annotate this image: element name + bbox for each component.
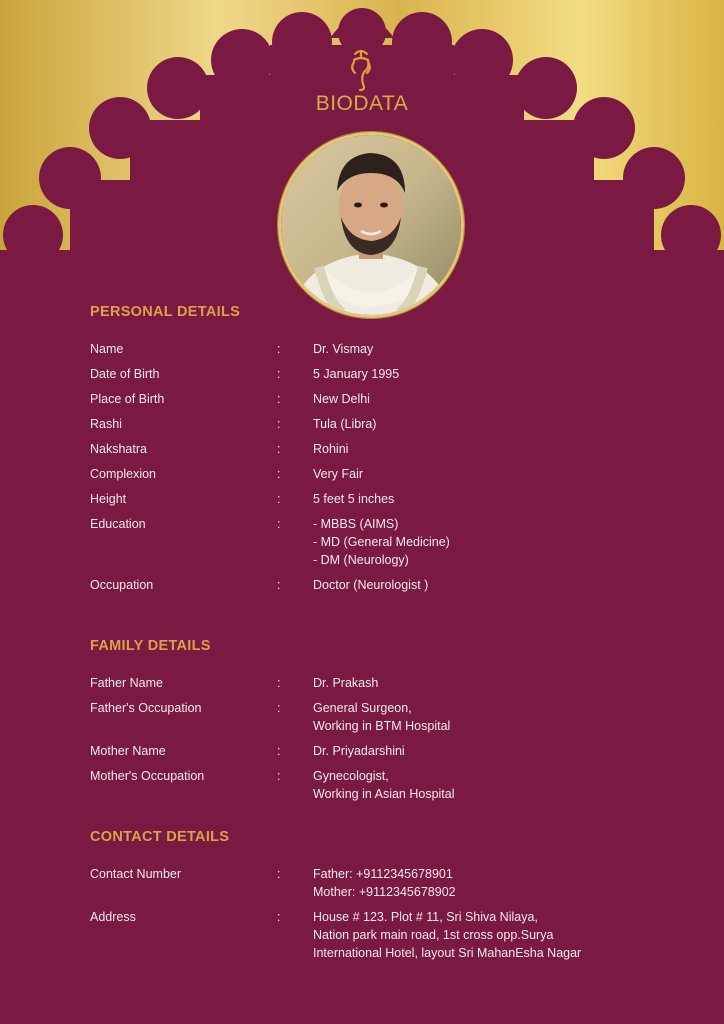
detail-value — [313, 465, 693, 483]
detail-label: Complexion — [90, 467, 157, 481]
detail-value-line: Dr. Vismay — [313, 342, 374, 356]
detail-value — [313, 674, 693, 692]
detail-colon: : — [277, 392, 281, 406]
detail-colon: : — [277, 442, 281, 456]
detail-value — [313, 390, 693, 408]
detail-value-line: Rohini — [313, 442, 349, 456]
detail-value-line: House # 123. Plot # 11, Sri Shiva Nilaya, — [313, 910, 538, 924]
detail-colon: : — [277, 676, 281, 690]
detail-label: Place of Birth — [90, 392, 165, 406]
detail-value — [313, 767, 693, 803]
detail-value-line: Doctor (Neurologist ) — [313, 578, 429, 592]
detail-label: Education — [90, 517, 146, 531]
personal-details-heading: PERSONAL DETAILS — [90, 304, 241, 320]
detail-value-line: International Hotel, layout Sri MahanEsha Nagar — [313, 946, 582, 960]
detail-value-line: Dr. Priyadarshini — [313, 744, 405, 758]
detail-value — [313, 515, 693, 569]
detail-value-line: Very Fair — [313, 467, 364, 481]
detail-value-line: Working in BTM Hospital — [313, 719, 451, 733]
detail-value-line: Working in Asian Hospital — [313, 787, 455, 801]
detail-label: Father's Occupation — [90, 701, 202, 715]
detail-value-line: Dr. Prakash — [313, 676, 379, 690]
detail-label: Contact Number — [90, 867, 182, 881]
detail-colon: : — [277, 867, 281, 881]
profile-photo — [278, 132, 464, 318]
detail-value — [313, 699, 693, 735]
detail-value — [313, 340, 693, 358]
detail-colon: : — [277, 910, 281, 924]
detail-colon: : — [277, 744, 281, 758]
detail-label: Mother Name — [90, 744, 166, 758]
detail-colon: : — [277, 578, 281, 592]
detail-colon: : — [277, 467, 281, 481]
detail-colon: : — [277, 417, 281, 431]
detail-label: Height — [90, 492, 127, 506]
detail-label: Address — [90, 910, 136, 924]
detail-label: Mother's Occupation — [90, 769, 205, 783]
detail-value-line: - MBBS (AIMS) — [313, 517, 399, 531]
detail-label: Occupation — [90, 578, 154, 592]
detail-value — [313, 742, 693, 760]
detail-colon: : — [277, 342, 281, 356]
detail-value — [313, 908, 693, 962]
detail-label: Nakshatra — [90, 442, 147, 456]
ganesha-icon — [346, 48, 376, 94]
detail-value — [313, 576, 693, 594]
detail-colon: : — [277, 492, 281, 506]
detail-value — [313, 865, 693, 901]
detail-value-line: Father: +9112345678901 — [313, 867, 453, 881]
detail-label: Father Name — [90, 676, 163, 690]
detail-colon: : — [277, 367, 281, 381]
detail-value-line: - DM (Neurology) — [313, 553, 409, 567]
detail-colon: : — [277, 769, 281, 783]
detail-value-line: New Delhi — [313, 392, 370, 406]
detail-value-line: Tula (Libra) — [313, 417, 377, 431]
detail-value-line: - MD (General Medicine) — [313, 535, 450, 549]
contact-details-heading: CONTACT DETAILS — [90, 829, 230, 845]
detail-value-line: 5 January 1995 — [313, 367, 400, 381]
detail-label: Date of Birth — [90, 367, 160, 381]
detail-value-line: Nation park main road, 1st cross opp.Surya — [313, 928, 554, 942]
detail-value — [313, 490, 693, 508]
page-title: BIODATA — [315, 92, 409, 115]
detail-colon: : — [277, 517, 281, 531]
detail-value — [313, 365, 693, 383]
detail-value-line: 5 feet 5 inches — [313, 492, 395, 506]
detail-colon: : — [277, 701, 281, 715]
detail-value-line: Mother: +9112345678902 — [313, 885, 456, 899]
family-details-heading: FAMILY DETAILS — [90, 638, 211, 654]
detail-label: Name — [90, 342, 124, 356]
detail-value-line: General Surgeon, — [313, 701, 412, 715]
detail-value-line: Gynecologist, — [313, 769, 389, 783]
detail-value — [313, 415, 693, 433]
detail-value — [313, 440, 693, 458]
detail-label: Rashi — [90, 417, 122, 431]
